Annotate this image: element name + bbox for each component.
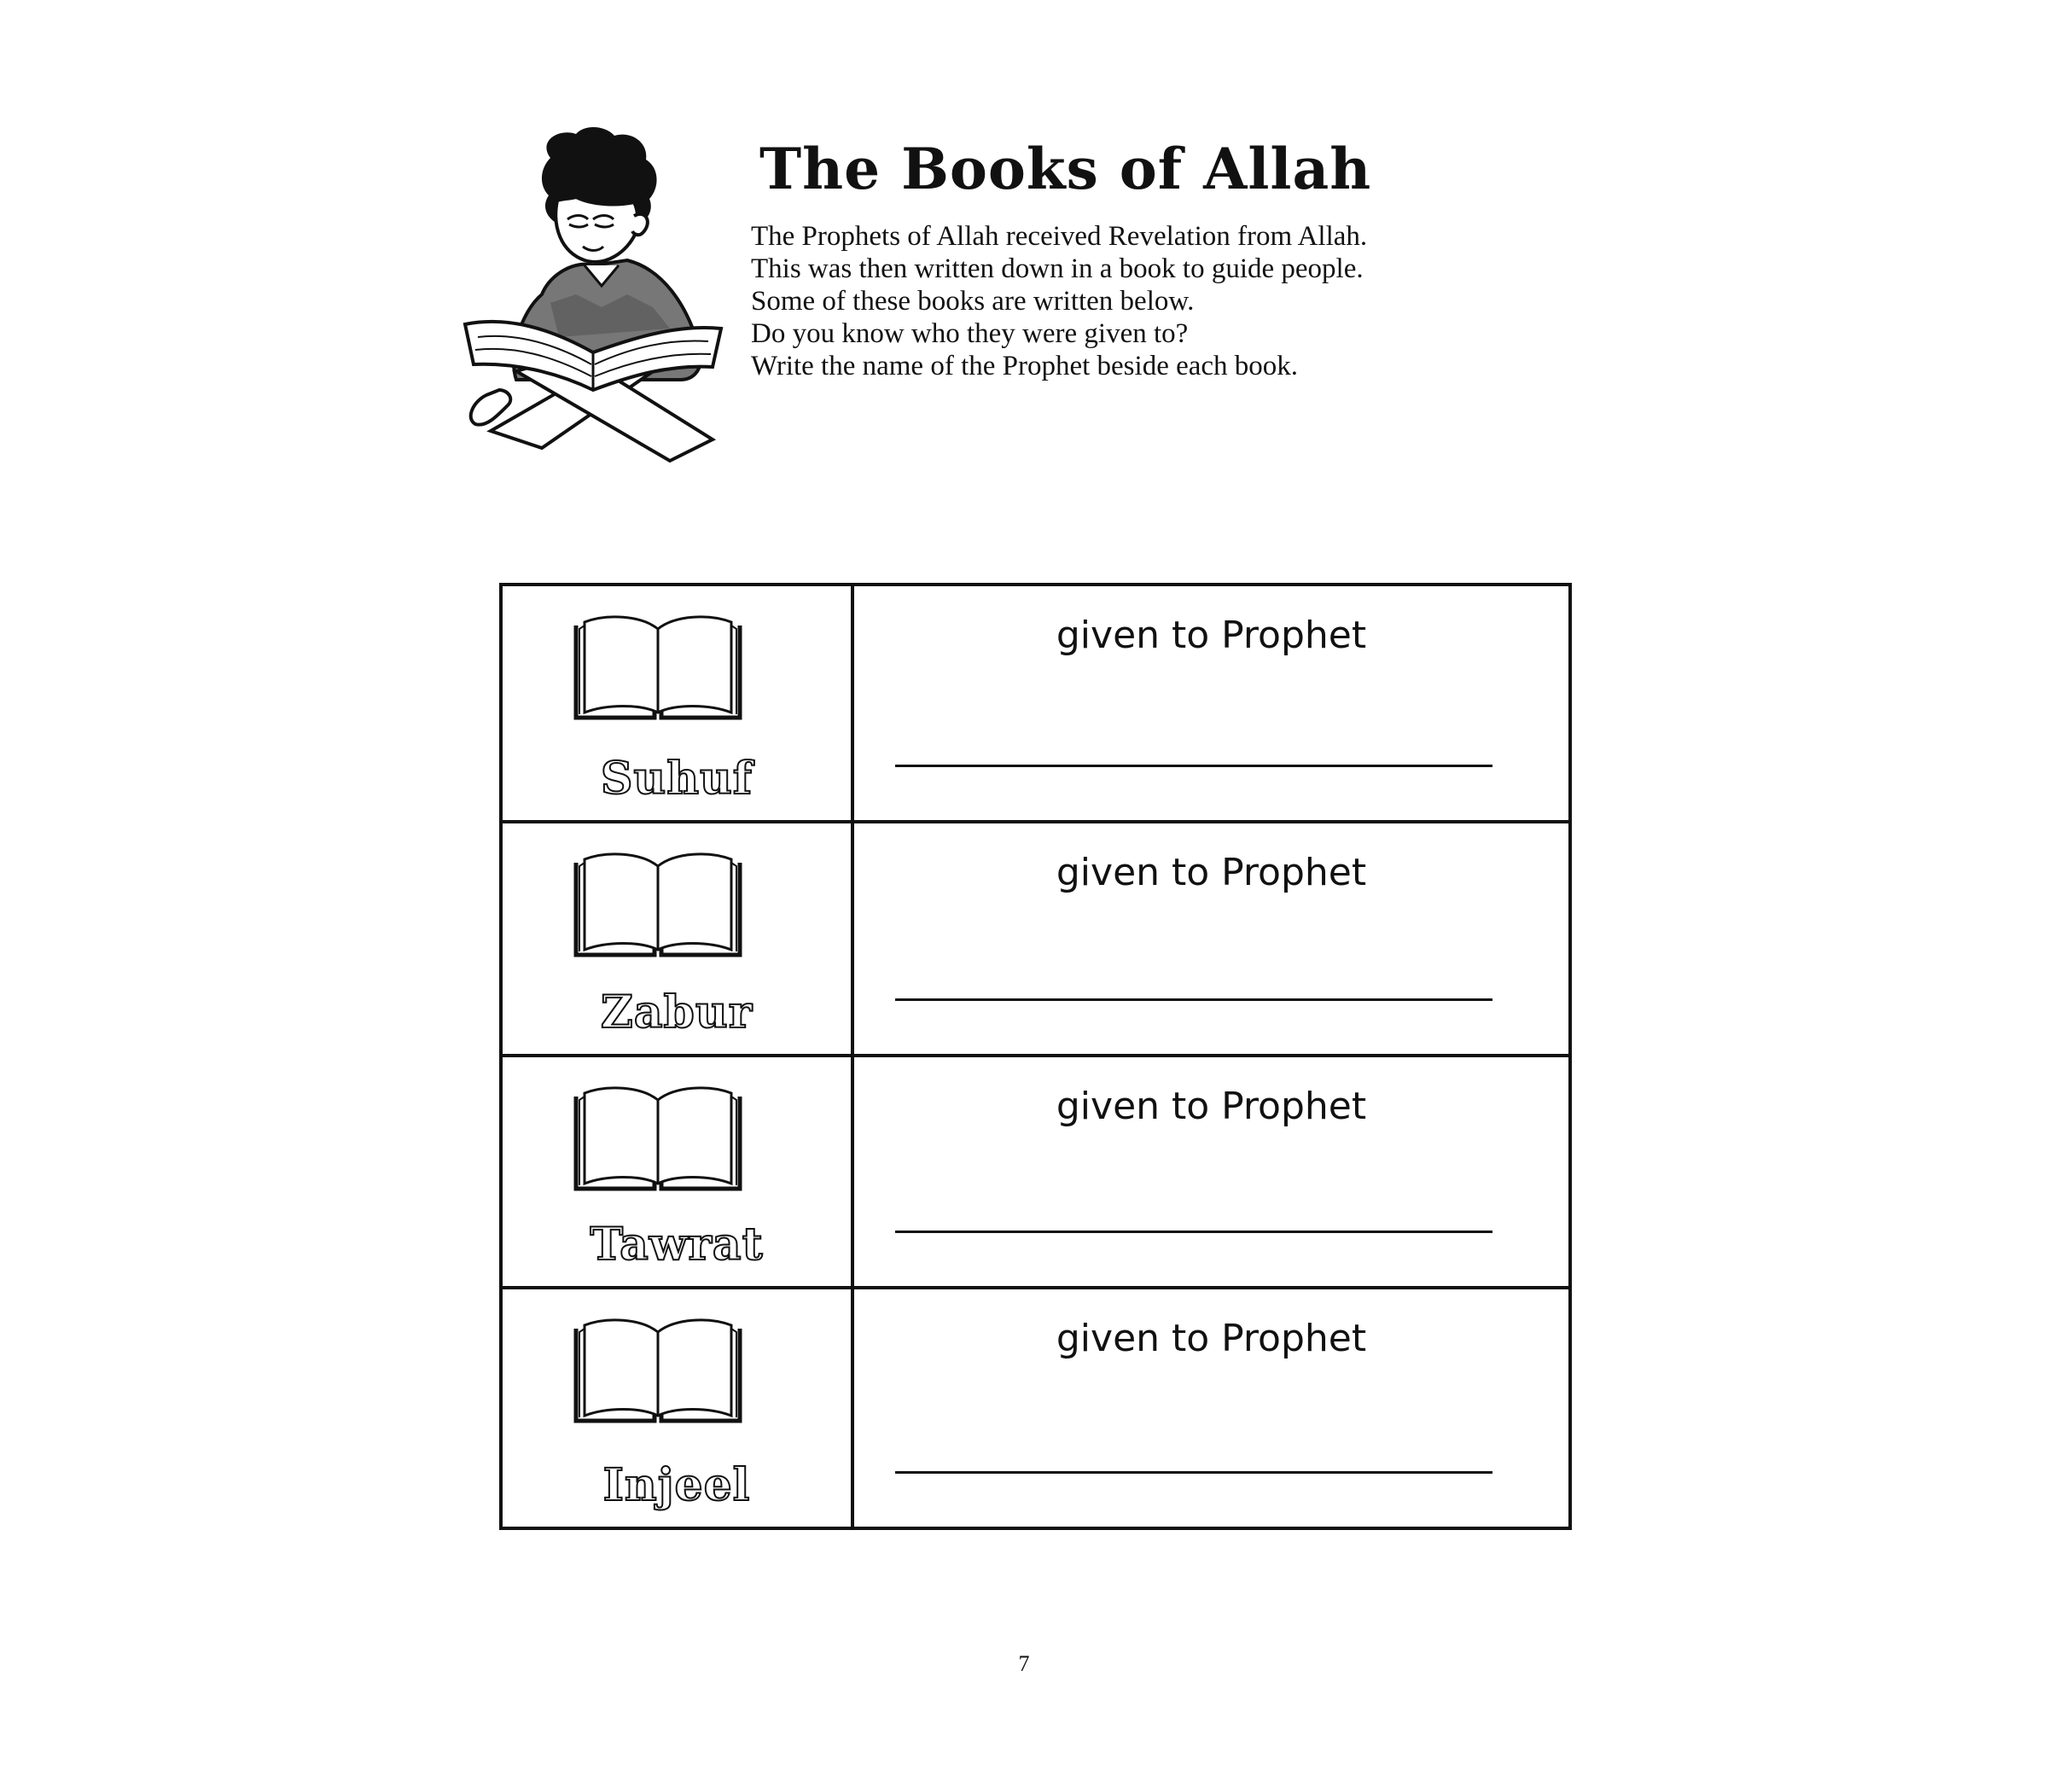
table-row — [503, 823, 1568, 1057]
book-cell — [503, 1289, 851, 1527]
book-name: Zabur — [600, 986, 753, 1039]
answer-line[interactable] — [895, 998, 1492, 1001]
page-title: The Books of Allah — [759, 136, 1372, 202]
answer-line[interactable] — [895, 1471, 1492, 1474]
book-name: Tawrat — [590, 1219, 764, 1271]
answer-line[interactable] — [895, 765, 1492, 767]
answer-cell — [854, 1289, 1568, 1527]
table-row — [503, 1057, 1568, 1289]
answer-cell — [854, 1057, 1568, 1286]
intro-line: Do you know who they were given to? — [751, 318, 1189, 349]
table-row — [503, 1289, 1568, 1527]
intro-line: The Prophets of Allah received Revelation from Allah. — [751, 221, 1368, 252]
intro-line: Write the name of the Prophet beside each book. — [751, 351, 1299, 381]
book-cell — [503, 586, 851, 820]
boy-reading-book-icon — [457, 124, 738, 465]
answer-cell — [854, 586, 1568, 820]
intro-line: This was then written down in a book to guide people. — [751, 253, 1364, 284]
intro-text — [751, 220, 1519, 382]
prompt-label: given to Prophet — [1056, 614, 1367, 657]
open-book-icon — [573, 846, 743, 962]
answer-cell — [854, 823, 1568, 1054]
open-book-icon — [573, 1079, 743, 1196]
open-book-icon — [573, 608, 743, 724]
table-row — [503, 586, 1568, 823]
book-cell — [503, 1057, 851, 1286]
intro-line: Some of these books are written below. — [751, 286, 1195, 317]
book-name: Suhuf — [600, 753, 753, 805]
prompt-label: given to Prophet — [1056, 1317, 1367, 1360]
prompt-label: given to Prophet — [1056, 1085, 1367, 1128]
answer-line[interactable] — [895, 1231, 1492, 1233]
open-book-icon — [573, 1312, 743, 1428]
book-cell — [503, 823, 851, 1054]
book-name: Injeel — [602, 1459, 751, 1511]
page-number: 7 — [1018, 1651, 1030, 1676]
prompt-label: given to Prophet — [1056, 851, 1367, 894]
books-worksheet-table — [499, 583, 1572, 1530]
